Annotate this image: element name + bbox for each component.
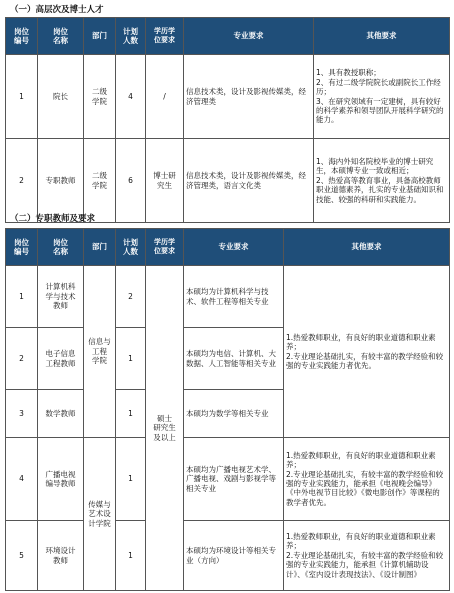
dept-info-engineering: 信息与 工程 学院 <box>84 266 116 438</box>
header-degree: 学历学 位要求 <box>146 18 184 55</box>
other-req: 1、海内外知名院校毕业的博士研究生，本硕博专业一致或相近； 2、热爱高等教育事业，具备高校教师职业道德素养，扎实的专业基础知识和技能、较强的科研和实践能力。 <box>314 139 450 223</box>
degree: / <box>146 55 184 139</box>
table-row <box>6 139 450 223</box>
table-row <box>6 438 450 521</box>
major: 信息技术类，设计及影视传媒类，经济管理类 <box>184 55 314 139</box>
header-count: 计划 人数 <box>116 229 146 266</box>
header-other: 其他要求 <box>284 229 450 266</box>
dept: 二级 学院 <box>84 55 116 139</box>
post-name: 计算机科 学与技术 教师 <box>38 266 84 328</box>
header-dept: 部门 <box>84 229 116 266</box>
post-name: 环境设计 教师 <box>38 521 84 591</box>
major: 本硕均为环境设计等相关专业（方向） <box>184 521 284 591</box>
dept: 二级 学院 <box>84 139 116 223</box>
count: 1 <box>116 438 146 521</box>
post-name: 院长 <box>38 55 84 139</box>
degree: 博士研 究生 <box>146 139 184 223</box>
header-major: 专业要求 <box>184 229 284 266</box>
header-major: 专业要求 <box>184 18 314 55</box>
post-id: 2 <box>6 328 38 390</box>
post-name: 电子信息 工程教师 <box>38 328 84 390</box>
table-header-row <box>6 229 450 266</box>
count: 1 <box>116 390 146 438</box>
table-row <box>6 266 450 328</box>
count: 2 <box>116 266 146 328</box>
other-req: 1.热爱教师职业，有良好的职业道德和职业素养； 2.专业理论基础扎实，有较丰富的教学经验和较强的专业实践能力，能承担《电视晚会编导》《中外电视节目比较》《微电影创作》等课程的教学者优先。 <box>284 438 450 521</box>
post-name: 广播电视 编导教师 <box>38 438 84 521</box>
section1-title: （一）高层次及博士人才 <box>10 5 104 15</box>
count: 4 <box>116 55 146 139</box>
section1-table <box>5 17 450 223</box>
post-id: 2 <box>6 139 38 223</box>
major: 本硕均为数学等相关专业 <box>184 390 284 438</box>
post-name: 数学教师 <box>38 390 84 438</box>
post-id: 4 <box>6 438 38 521</box>
section2-table <box>5 228 450 591</box>
post-name: 专职教师 <box>38 139 84 223</box>
other-req: 1、具有教授职称； 2、有过二级学院院长或副院长工作经历； 3、在研究领域有一定建树，具有较好的科学素养和领导团队开展科学研究的能力。 <box>314 55 450 139</box>
count: 6 <box>116 139 146 223</box>
post-id: 1 <box>6 55 38 139</box>
major: 本硕均为计算机科学与技术、软件工程等相关专业 <box>184 266 284 328</box>
other-req: 1.热爱教师职业，有良好的职业道德和职业素养； 2.专业理论基础扎实，有较丰富的教学经验和较强的专业实践能力，能承担《计算机辅助设计》、《室内设计表现技法》、《设计制图》 <box>284 521 450 591</box>
header-post-name: 岗位 名称 <box>38 18 84 55</box>
header-post-id: 岗位 编号 <box>6 18 38 55</box>
header-degree: 学历学 位要求 <box>146 229 184 266</box>
header-post-id: 岗位 编号 <box>6 229 38 266</box>
count: 1 <box>116 328 146 390</box>
header-post-name: 岗位 名称 <box>38 229 84 266</box>
table-row <box>6 55 450 139</box>
major: 本硕均为广播电视艺术学、广播电视、戏剧与影视学等相关专业 <box>184 438 284 521</box>
other-req: 1.热爱教师职业，有良好的职业道德和职业素养； 2.专业理论基础扎实，有较丰富的教学经验和较强的专业实践能力者优先。 <box>284 266 450 438</box>
section2-title: （二）专职教师及要求 <box>10 214 96 224</box>
post-id: 1 <box>6 266 38 328</box>
major: 信息技术类，设计及影视传媒类，经济管理类，语言文化类 <box>184 139 314 223</box>
table-row <box>6 521 450 591</box>
post-id: 3 <box>6 390 38 438</box>
degree: 硕士 研究生 及以上 <box>146 266 184 591</box>
header-count: 计划 人数 <box>116 18 146 55</box>
table-header-row <box>6 18 450 55</box>
dept-media-art: 传媒与 艺术设 计学院 <box>84 438 116 591</box>
major: 本硕均为电信、计算机、大数据、人工智能等相关专业 <box>184 328 284 390</box>
post-id: 5 <box>6 521 38 591</box>
count: 1 <box>116 521 146 591</box>
header-dept: 部门 <box>84 18 116 55</box>
header-other: 其他要求 <box>314 18 450 55</box>
